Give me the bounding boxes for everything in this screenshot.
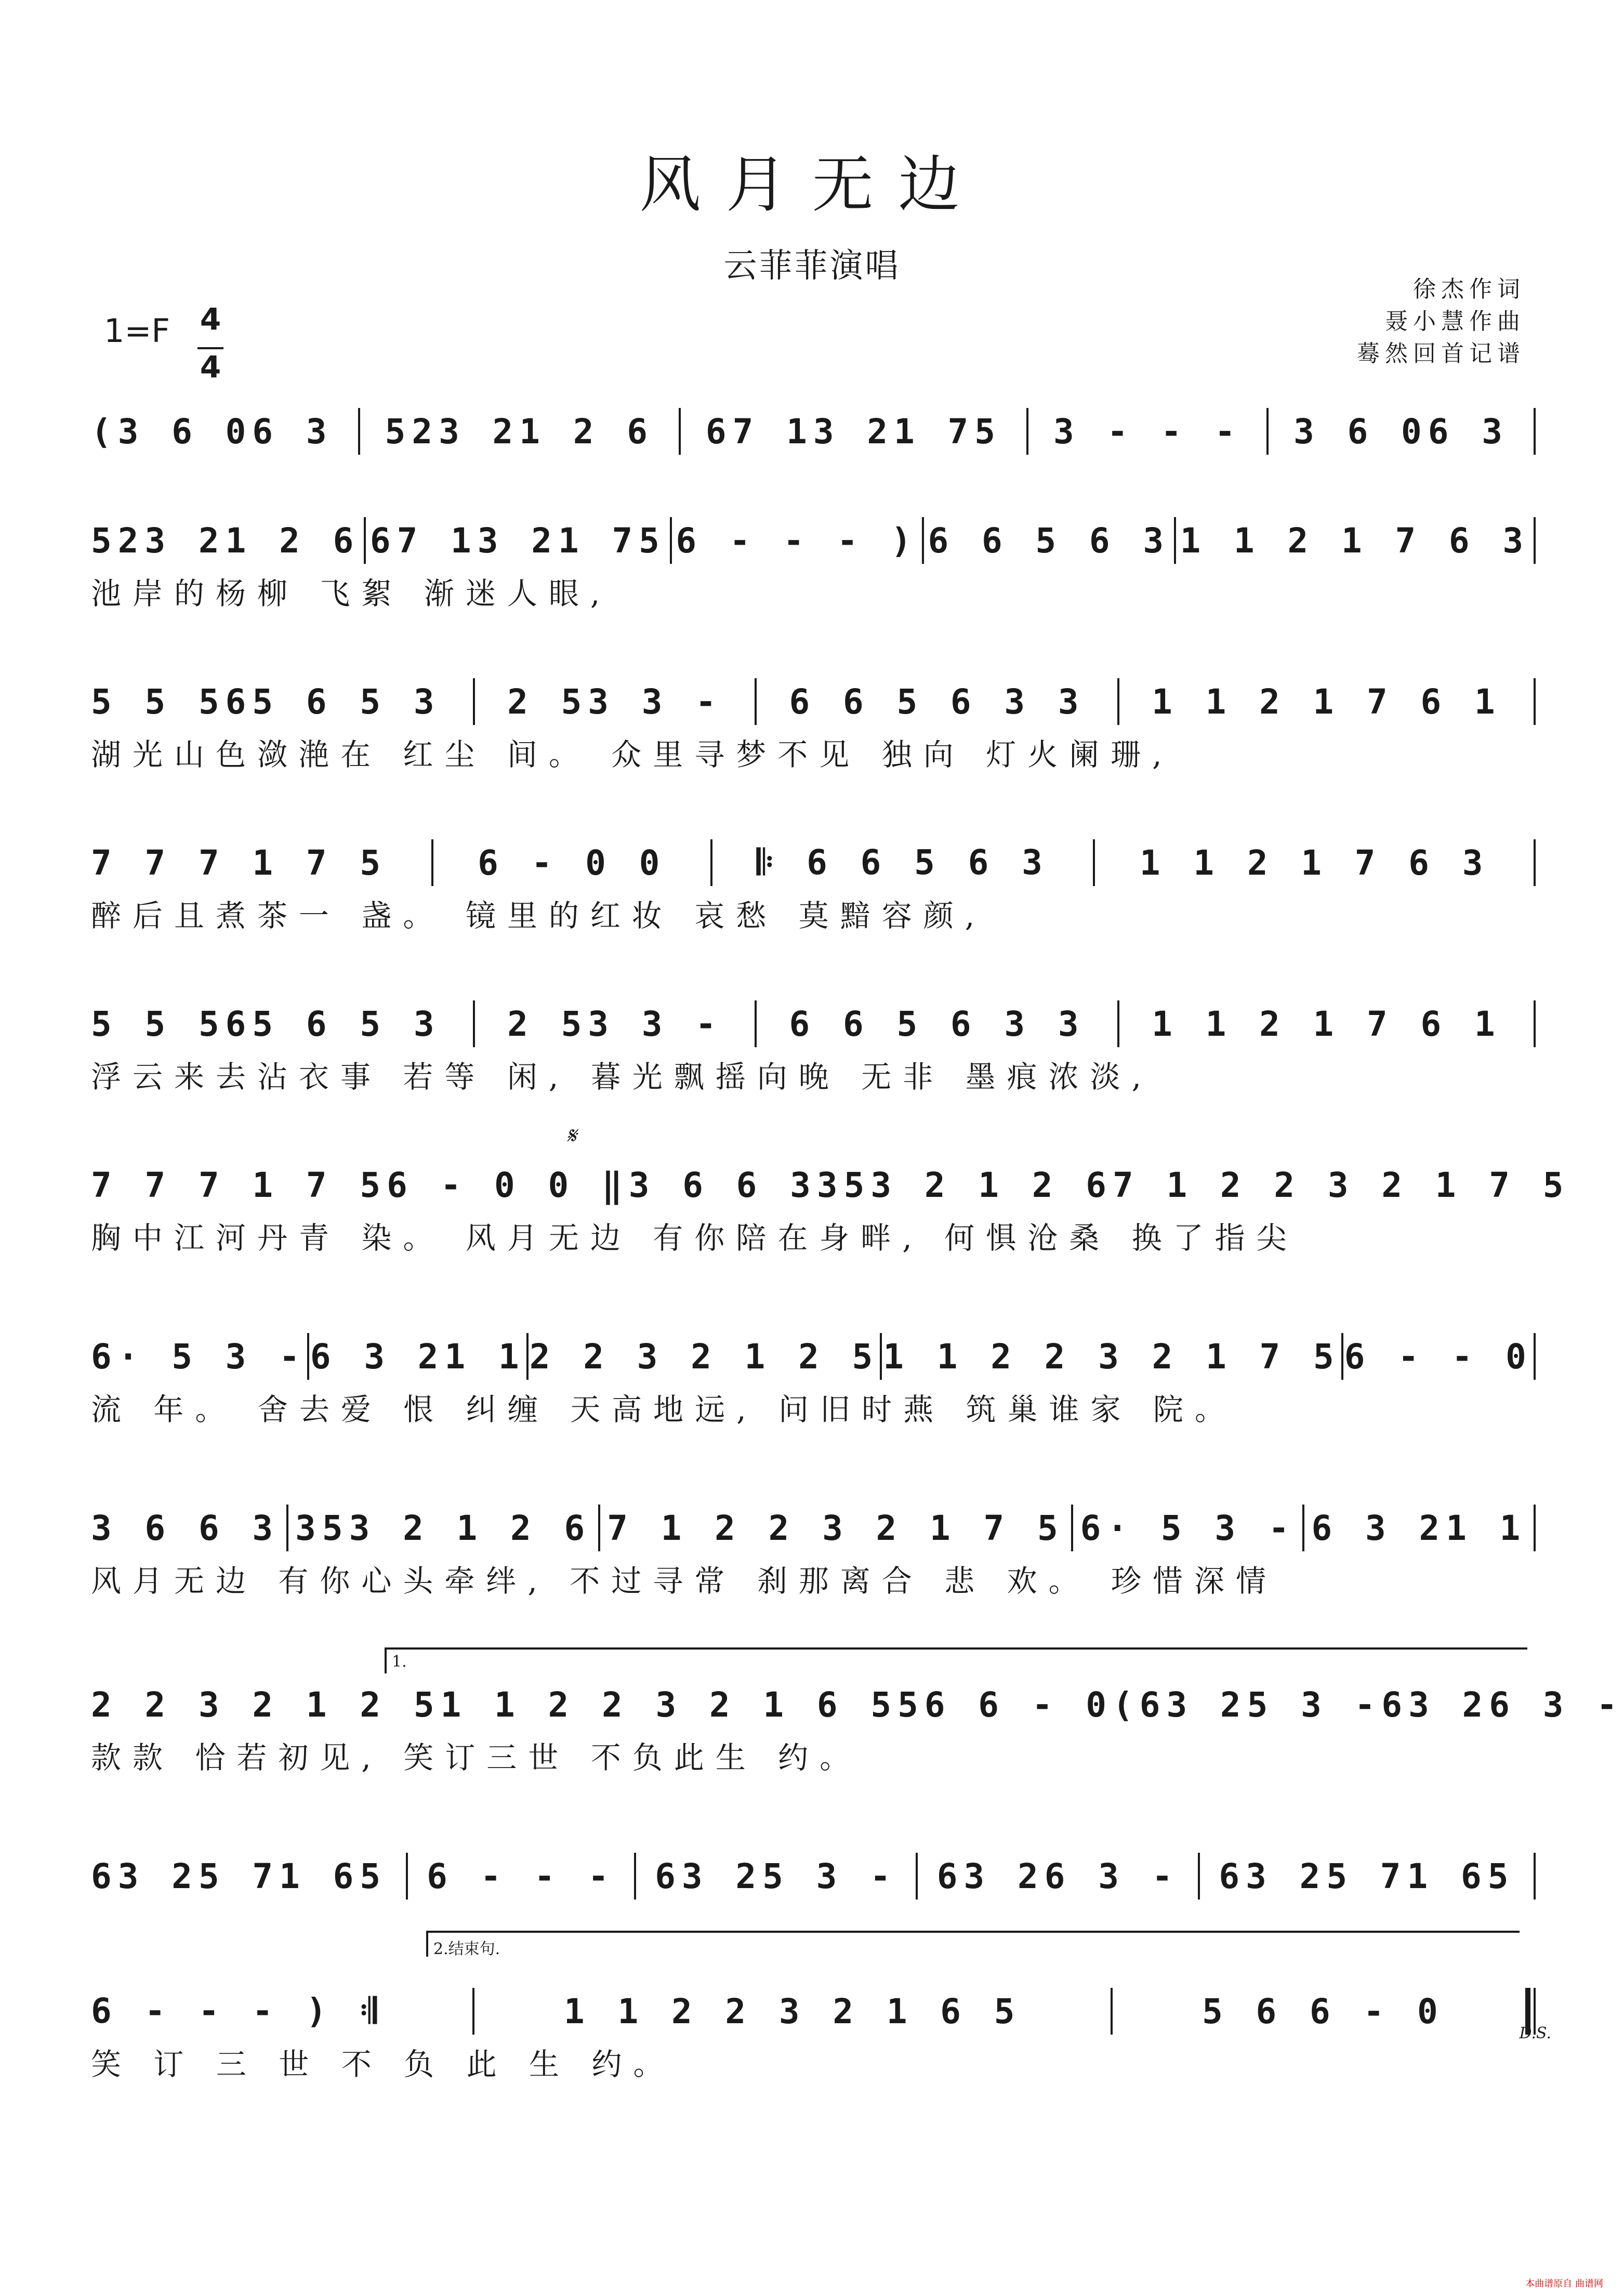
notes-row: [91, 515, 1536, 566]
time-signature-top: 4: [200, 301, 221, 337]
key-signature: 1=F: [104, 312, 170, 350]
measure: 5 5 565 6 5 3: [91, 681, 441, 722]
notes-row: [91, 1850, 1536, 1902]
lyric-row: 流 年。 舍去爱 恨 纠缠 天高地远, 问旧时燕 筑巢谁家 院。: [91, 1392, 1236, 1427]
measure: 63 25 3 -: [655, 1856, 897, 1896]
barline: [880, 1333, 882, 1380]
barline: [916, 1853, 918, 1900]
measure: 2 2 3 2 1 2 5: [529, 1336, 879, 1377]
measure: 353 2 1 2 6: [816, 1165, 1113, 1205]
barline: [1198, 1853, 1200, 1900]
measure: 3 6 6 3: [628, 1165, 817, 1205]
first-ending-bracket: [385, 1647, 1527, 1673]
first-ending-label: 1.: [392, 1653, 407, 1671]
measure: 56 6 - 0: [897, 1684, 1113, 1725]
measure: 3 - - -: [1053, 411, 1242, 452]
second-ending-bracket: [426, 1931, 1520, 1957]
measure: 6· 5 3 -: [1080, 1508, 1296, 1548]
notes-row: [91, 1679, 1623, 1731]
dal-segno-marking: D.S.: [1519, 2024, 1551, 2042]
measure: 𝄆 6 6 5 6 3: [757, 842, 1049, 882]
measure: 6 - - -: [427, 1856, 615, 1896]
measure: 523 21 2 6: [385, 411, 654, 452]
measure: 6 - - - ): [676, 520, 918, 561]
barline: [755, 678, 757, 725]
lyric-row: 风月无边 有你心头牵绊, 不过寻常 刹那离合 悲 欢。 珍惜深情: [91, 1563, 1278, 1599]
measure: (3 6 06 3: [91, 411, 333, 452]
measure: 6 6 5 6 3: [928, 520, 1170, 561]
measure: 6 6 5 6 3 3: [789, 1004, 1085, 1044]
measure: 6 - 0 0 ‖: [387, 1165, 629, 1205]
measure: 7 7 7 1 7 5: [91, 1165, 387, 1205]
barline: [1534, 1505, 1536, 1551]
measure: 63 26 3 -: [1381, 1684, 1623, 1725]
measure: 1 1 2 2 3 2 1 7 5: [883, 1336, 1340, 1377]
composer-credit: 聂小慧作曲: [1385, 308, 1525, 335]
measure: 6 6 5 6 3 3: [789, 681, 1085, 722]
notes-row: [91, 1985, 1536, 2037]
measure: 523 21 2 6: [91, 520, 360, 561]
barline: [1534, 1853, 1536, 1900]
lyricist-credit: 徐杰作词: [1413, 276, 1525, 302]
measure: 1 1 2 2 3 2 1 6 5: [440, 1684, 898, 1725]
measure: 2 53 3 -: [507, 681, 722, 722]
barline: [1117, 1000, 1119, 1047]
measure: 5 6 6 - 0: [1202, 1991, 1444, 2032]
barline: [526, 1333, 529, 1380]
lyric-row: 胸中江河丹青 染。 风月无边 有你陪在身畔, 何惧沧桑 换了指尖: [91, 1220, 1298, 1256]
barline: [1071, 1505, 1073, 1551]
barline: [406, 1853, 408, 1900]
notes-row: [91, 837, 1536, 889]
segno-sign: 𝄋: [566, 1123, 576, 1149]
measure: 3 6 06 3: [1293, 411, 1509, 452]
barline: [1534, 517, 1536, 564]
measure: 63 25 71 65: [1219, 1856, 1515, 1896]
notes-row: [91, 676, 1536, 728]
measure: 7 7 7 1 7 5: [91, 842, 387, 883]
barline: [1534, 839, 1536, 886]
barline: [286, 1505, 288, 1551]
measure: 7 1 2 2 3 2 1 7 5: [1112, 1165, 1570, 1205]
measure: 6 - 0 0: [478, 842, 666, 883]
time-signature-bottom: 4: [200, 349, 221, 385]
lyric-row: 浮云来去沾衣事 若等 闲, 暮光飘摇向晚 无非 墨痕浓淡,: [91, 1059, 1153, 1094]
barline: [679, 408, 681, 455]
measure: 2 2 3 2 1 2 5: [91, 1684, 441, 1725]
second-ending-label: 2.结束句.: [433, 1940, 500, 1958]
measure: 67 13 21 75: [705, 411, 1002, 452]
measure: 1 1 2 1 7 6 1: [1152, 1004, 1501, 1044]
measure: (63 25 3 -: [1112, 1684, 1382, 1725]
measure: 6 - - 0: [1344, 1336, 1533, 1377]
measure: 7 1 2 2 3 2 1 7 5: [607, 1508, 1064, 1548]
notes-row: [91, 1330, 1536, 1382]
lyric-row: [91, 460, 1536, 502]
measure: 1 1 2 2 3 2 1 6 5: [564, 1991, 1021, 2032]
barline: [473, 678, 475, 725]
notes-row: [91, 1502, 1536, 1554]
measure: 5 5 565 6 5 3: [91, 1004, 441, 1044]
barline: [1266, 408, 1269, 455]
lyric-row: 池岸的杨柳 飞絮 渐迷人眼,: [91, 576, 612, 611]
barline: [634, 1853, 636, 1900]
lyric-row: 湖光山色潋滟在 红尘 间。 众里寻梦不见 独向 灯火阑珊,: [91, 737, 1173, 772]
footer-watermark: 本曲谱原自 曲谱网: [1525, 2278, 1603, 2289]
barline: [431, 839, 433, 886]
barline: [1302, 1505, 1304, 1551]
notes-row: [91, 1159, 1570, 1211]
barline: [670, 517, 672, 564]
barline: [1534, 408, 1536, 455]
barline: [358, 408, 360, 455]
barline: [1026, 408, 1028, 455]
lyric-row: 醉后且煮茶一 盏。 镜里的红妆 哀愁 莫黯容颜,: [91, 898, 986, 933]
lyric-row: 款款 恰若初见, 笑订三世 不负此生 约。: [91, 1740, 862, 1775]
barline: [1534, 1333, 1536, 1380]
measure: 63 25 71 65: [91, 1856, 387, 1896]
barline: [472, 1988, 474, 2035]
measure: 63 26 3 -: [936, 1856, 1179, 1896]
song-title: 风月无边: [639, 149, 985, 220]
measure: 1 1 2 1 7 6 1: [1152, 681, 1501, 722]
measure: 6 3 21 1: [310, 1336, 525, 1377]
measure: 6· 5 3 -: [91, 1336, 306, 1377]
measure: 1 1 2 1 7 6 3: [1139, 842, 1489, 883]
measure: 6 - - - ) 𝄇: [91, 1990, 383, 2031]
barline: [307, 1333, 309, 1380]
measure: 353 2 1 2 6: [295, 1508, 591, 1548]
barline: [1093, 839, 1095, 886]
measure: 2 53 3 -: [507, 1004, 722, 1044]
barline: [1117, 678, 1119, 725]
notes-row: [91, 405, 1536, 457]
barline: [1534, 678, 1536, 725]
measure: 3 6 6 3: [91, 1508, 280, 1548]
transcriber-credit: 蓦然回首记谱: [1357, 340, 1525, 367]
barline: [1174, 517, 1176, 564]
barline: [473, 1000, 475, 1047]
barline: [1534, 1000, 1536, 1047]
barline: [1341, 1333, 1343, 1380]
barline: [598, 1505, 600, 1551]
barline: [755, 1000, 757, 1047]
barline: [1111, 1988, 1113, 2035]
measure: 6 3 21 1: [1311, 1508, 1527, 1548]
measure: 67 13 21 75: [369, 520, 666, 561]
singer-credit: 云菲菲演唱: [723, 247, 901, 285]
notes-row: [91, 998, 1536, 1050]
lyric-row: 笑 订 三 世 不 负 此 生 约。: [91, 2047, 675, 2082]
barline: [710, 839, 712, 886]
measure: 1 1 2 1 7 6 3: [1180, 520, 1530, 561]
barline: [922, 517, 924, 564]
barline: [364, 517, 366, 564]
